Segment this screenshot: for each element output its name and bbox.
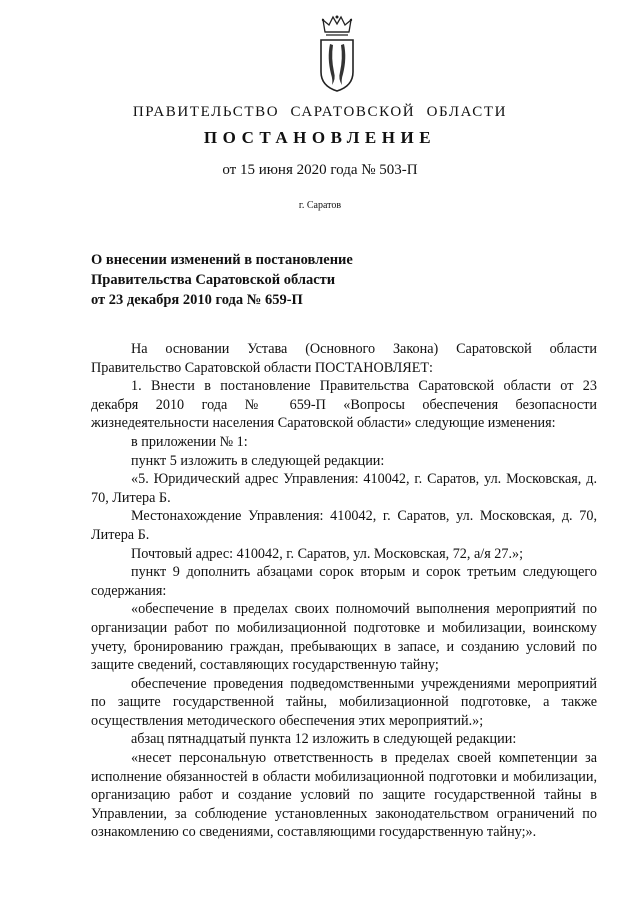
- body-paragraph: «несет персональную ответственность в пределах своей компетенции за исполнение обязанностей в области мобилизационной подготовки и мобилизации, организацию работ и создание условий по защите государственной тайны в Управлении, за соблюдение установленных законодательством ограничений по ознакомлению со сведениями, составляющими государственную тайну;».: [91, 750, 597, 841]
- body-paragraph: пункт 5 изложить в следующей редакции:: [131, 452, 385, 469]
- body-paragraph: в приложении № 1:: [131, 433, 248, 450]
- coat-of-arms-emblem: [316, 14, 358, 94]
- subject-line: от 23 декабря 2010 года № 659-П: [91, 292, 303, 308]
- body-paragraph: «5. Юридический адрес Управления: 410042, г. Саратов, ул. Московская, д. 70, Литера Б.: [91, 471, 597, 506]
- body-paragraph: На основании Устава (Основного Закона) Саратовской области Правительство Саратовской области ПОСТАНОВЛЯЕТ:: [91, 341, 597, 376]
- body-paragraph: пункт 9 дополнить абзацами сорок вторым и сорок третьим следующего содержания:: [91, 564, 597, 599]
- document-type: ПОСТАНОВЛЕНИЕ: [203, 128, 437, 147]
- document-date-number: от 15 июня 2020 года № 503-П: [222, 162, 418, 178]
- subject-line: О внесении изменений в постановление: [91, 252, 353, 268]
- body-paragraph: «обеспечение в пределах своих полномочий выполнения мероприятий по организации работ по мобилизационной подготовке и мобилизации, воинскому учету, бронированию граждан, пребывающих в запасе, и созданию условий по защите сведений, составляющих государственную тайну;: [91, 601, 597, 674]
- body-paragraph: 1. Внести в постановление Правительства Саратовской области от 23 декабря 2010 года № 659-П «Вопросы обеспечения безопасности жизнедеятельности населения Саратовской области» следующие изменения:: [91, 378, 597, 432]
- body-paragraph: Почтовый адрес: 410042, г. Саратов, ул. Московская, 72, а/я 27.»;: [131, 545, 524, 562]
- document-city: г. Саратов: [298, 200, 342, 211]
- subject-line: Правительства Саратовской области: [91, 272, 336, 288]
- document-body: [91, 340, 597, 842]
- document-subject: [91, 250, 511, 310]
- body-paragraph: обеспечение проведения подведомственными учреждениями мероприятий по защите государственной тайны, мобилизационной подготовке, а также осуществления методического обеспечения этих мероприятий.»;: [91, 675, 597, 729]
- issuing-authority: ПРАВИТЕЛЬСТВО САРАТОВСКОЙ ОБЛАСТИ: [132, 104, 508, 120]
- body-paragraph: абзац пятнадцатый пункта 12 изложить в следующей редакции:: [131, 731, 517, 748]
- body-paragraph: Местонахождение Управления: 410042, г. Саратов, ул. Московская, д. 70, Литера Б.: [91, 508, 597, 543]
